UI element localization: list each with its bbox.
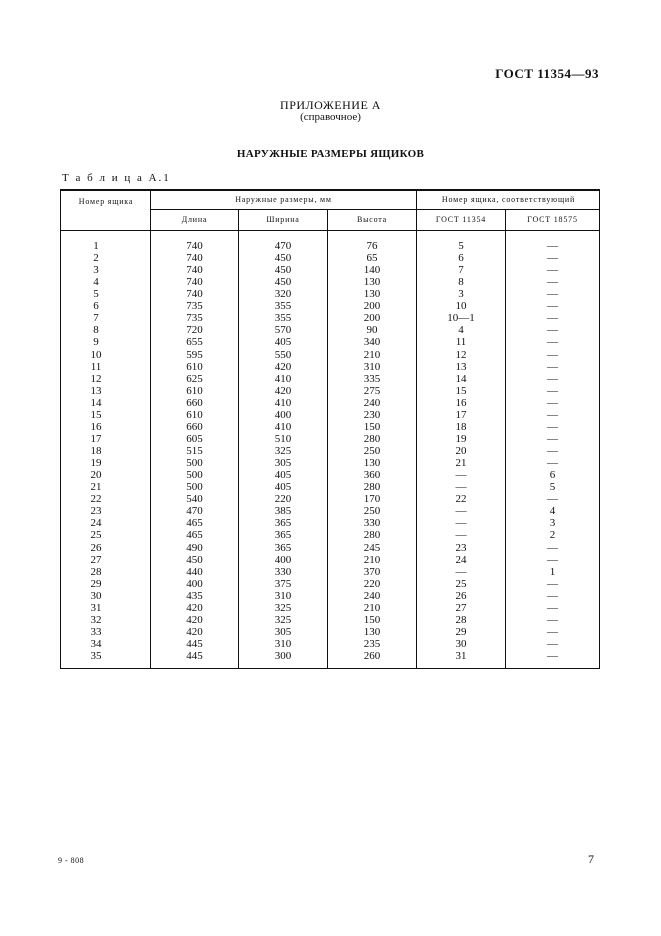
cell-length: 500: [186, 469, 203, 482]
cell-gost18575: —: [547, 553, 558, 566]
page-number: 7: [588, 852, 594, 866]
cell-number: 7: [93, 312, 99, 325]
header-gost18575: ГОСТ 18575: [527, 215, 578, 224]
cell-gost11354: 25: [455, 577, 467, 590]
cell-width: 325: [274, 601, 292, 614]
cell-length: 605: [186, 432, 203, 445]
cell-gost11354: 18: [455, 420, 467, 433]
cell-width: 305: [274, 625, 292, 638]
cell-width: 325: [274, 445, 292, 458]
cell-length: 470: [186, 505, 203, 518]
cell-number: 32: [90, 613, 102, 626]
cell-gost18575: 1: [549, 565, 556, 578]
cell-gost11354: 8: [458, 276, 464, 289]
cell-gost11354: —: [455, 517, 467, 530]
cell-gost18575: —: [547, 252, 558, 265]
cell-number: 6: [93, 300, 99, 313]
cell-number: 26: [90, 541, 102, 554]
cell-number: 14: [90, 396, 102, 409]
cell-height: 130: [363, 457, 381, 470]
cell-number: 13: [90, 384, 102, 397]
cell-gost18575: 6: [549, 469, 556, 482]
cell-number: 17: [90, 432, 102, 445]
cell-width: 305: [274, 457, 292, 470]
cell-gost11354: 4: [458, 324, 464, 337]
cell-gost11354: 3: [458, 288, 464, 301]
cell-height: 260: [363, 650, 381, 663]
cell-height: 280: [363, 529, 381, 542]
header-number: Номер ящика: [78, 197, 134, 206]
cell-width: 405: [274, 481, 292, 494]
cell-gost18575: —: [547, 396, 558, 409]
cell-length: 465: [186, 517, 203, 530]
cell-width: 365: [274, 529, 292, 542]
cell-width: 400: [274, 553, 292, 566]
cell-height: 340: [363, 336, 381, 349]
standard-number: ГОСТ 11354—93: [495, 66, 599, 81]
appendix-subtitle: (справочное): [300, 111, 361, 123]
cell-gost11354: 10: [455, 300, 467, 313]
cell-number: 19: [90, 457, 102, 470]
cell-number: 28: [90, 565, 102, 578]
cell-number: 18: [90, 445, 102, 458]
cell-gost11354: 31: [455, 650, 467, 663]
cell-gost18575: 4: [549, 505, 556, 518]
cell-number: 35: [90, 650, 102, 663]
cell-number: 15: [90, 408, 102, 421]
cell-length: 740: [186, 252, 203, 265]
cell-height: 90: [366, 324, 378, 337]
cell-height: 76: [366, 240, 378, 252]
appendix-title: ПРИЛОЖЕНИЕ А: [280, 98, 381, 112]
cell-gost11354: 15: [455, 384, 467, 397]
cell-height: 130: [363, 288, 381, 301]
cell-gost18575: 3: [549, 517, 556, 530]
cell-width: 550: [274, 348, 292, 361]
cell-length: 595: [186, 348, 203, 361]
cell-gost18575: —: [547, 300, 558, 313]
cell-number: 3: [93, 264, 99, 277]
cell-length: 740: [186, 264, 203, 277]
cell-gost18575: —: [547, 348, 558, 361]
cell-gost11354: 19: [455, 432, 467, 445]
cell-gost18575: —: [547, 312, 558, 325]
cell-height: 280: [363, 432, 381, 445]
section-title: НАРУЖНЫЕ РАЗМЕРЫ ЯЩИКОВ: [236, 148, 425, 160]
cell-width: 470: [274, 240, 292, 252]
cell-height: 130: [363, 625, 381, 638]
cell-gost11354: 22: [455, 493, 467, 506]
cell-width: 310: [274, 637, 292, 650]
cell-length: 420: [186, 613, 203, 626]
cell-length: 735: [186, 300, 203, 313]
cell-width: 510: [274, 432, 292, 445]
header-width: Ширина: [266, 215, 300, 224]
cell-length: 440: [186, 565, 203, 578]
cell-length: 610: [186, 384, 203, 397]
cell-gost18575: —: [547, 324, 558, 337]
cell-width: 220: [274, 493, 292, 506]
cell-length: 450: [186, 553, 203, 566]
cell-length: 740: [186, 240, 203, 252]
cell-width: 410: [274, 372, 292, 385]
cell-number: 27: [90, 553, 102, 566]
cell-length: 420: [186, 625, 203, 638]
cell-number: 33: [90, 625, 102, 638]
cell-height: 130: [363, 276, 381, 289]
cell-height: 220: [363, 577, 381, 590]
cell-gost18575: —: [547, 360, 558, 373]
cell-gost18575: —: [547, 336, 558, 349]
cell-length: 500: [186, 481, 203, 494]
cell-length: 445: [186, 637, 203, 650]
cell-number: 5: [93, 288, 99, 301]
cell-gost11354: 7: [458, 264, 464, 277]
cell-gost18575: —: [547, 445, 558, 458]
footer-code: 9 - 808: [58, 856, 85, 865]
cell-gost11354: 20: [455, 445, 467, 458]
cell-width: 420: [274, 360, 292, 373]
cell-gost11354: 16: [455, 396, 467, 409]
cell-gost11354: 11: [455, 336, 467, 349]
cell-number: 25: [90, 529, 102, 542]
cell-length: 735: [186, 312, 203, 325]
cell-number: 11: [90, 360, 102, 373]
cell-width: 300: [274, 650, 292, 663]
cell-gost11354: 23: [455, 541, 467, 554]
cell-gost11354: 26: [455, 589, 467, 602]
cell-gost18575: —: [547, 420, 558, 433]
cell-width: 450: [274, 264, 292, 277]
cell-gost11354: 27: [455, 601, 467, 614]
cell-gost11354: 5: [458, 240, 464, 252]
cell-gost18575: —: [547, 637, 558, 650]
cell-gost18575: —: [547, 384, 558, 397]
cell-width: 365: [274, 517, 292, 530]
cell-height: 230: [363, 408, 381, 421]
cell-width: 325: [274, 613, 292, 626]
cell-width: 450: [274, 276, 292, 289]
cell-width: 450: [274, 252, 292, 265]
cell-length: 465: [186, 529, 203, 542]
cell-number: 2: [93, 252, 99, 265]
cell-number: 22: [90, 493, 102, 506]
cell-gost18575: —: [547, 288, 558, 301]
cell-gost18575: —: [547, 408, 558, 421]
cell-width: 405: [274, 336, 292, 349]
cell-gost18575: —: [547, 276, 558, 289]
header-bottom-line: [61, 230, 599, 231]
cell-gost11354: —: [455, 565, 467, 578]
cell-number: 4: [93, 276, 99, 289]
cell-gost11354: 14: [455, 372, 467, 385]
cell-gost11354: 13: [455, 360, 467, 373]
cell-gost11354: 10—1: [447, 312, 475, 325]
cell-height: 200: [363, 300, 381, 313]
cell-gost18575: 5: [549, 481, 556, 494]
cell-number: 34: [90, 637, 102, 650]
cell-width: 355: [274, 300, 292, 313]
cell-gost18575: —: [547, 625, 558, 638]
cell-gost18575: —: [547, 613, 558, 626]
cell-height: 250: [363, 445, 381, 458]
cell-height: 280: [363, 481, 381, 494]
cell-gost18575: —: [547, 601, 558, 614]
cell-gost11354: 21: [455, 457, 467, 470]
header-length: Длина: [181, 215, 208, 224]
cell-height: 150: [363, 420, 381, 433]
cell-gost18575: —: [547, 240, 558, 252]
cell-number: 9: [93, 336, 99, 349]
cell-length: 515: [186, 445, 203, 458]
header-gost11354: ГОСТ 11354: [435, 215, 487, 224]
cell-height: 360: [363, 469, 381, 482]
table-label: Т а б л и ц а А.1: [62, 172, 171, 184]
cell-height: 140: [363, 264, 381, 277]
cell-height: 170: [363, 493, 381, 506]
cell-width: 385: [274, 505, 292, 518]
cell-width: 400: [274, 408, 292, 421]
cell-length: 625: [186, 372, 203, 385]
cell-length: 500: [186, 457, 203, 470]
cell-gost11354: —: [455, 469, 467, 482]
cell-width: 570: [274, 324, 292, 337]
header-corresponding: Номер ящика, соответствующий: [441, 195, 576, 204]
cell-number: 16: [90, 420, 102, 433]
cell-gost18575: —: [547, 650, 558, 663]
cell-width: 410: [274, 420, 292, 433]
cell-number: 29: [90, 577, 102, 590]
cell-number: 21: [90, 481, 102, 494]
header-dimensions: Наружные размеры, мм: [235, 195, 332, 204]
cell-gost18575: —: [547, 577, 558, 590]
cell-width: 320: [274, 288, 292, 301]
cell-gost18575: 2: [549, 529, 556, 542]
cell-gost11354: 29: [455, 625, 467, 638]
cell-width: 375: [274, 577, 292, 590]
cell-length: 490: [186, 541, 203, 554]
cell-height: 250: [363, 505, 381, 518]
cell-number: 10: [90, 348, 102, 361]
cell-gost11354: 6: [458, 252, 464, 265]
cell-number: 20: [90, 469, 102, 482]
cell-gost18575: —: [547, 457, 558, 470]
cell-height: 240: [363, 396, 381, 409]
cell-width: 420: [274, 384, 292, 397]
header-height: Высота: [356, 215, 388, 224]
cell-height: 65: [366, 252, 378, 265]
cell-height: 235: [363, 637, 381, 650]
cell-gost11354: —: [455, 505, 467, 518]
cell-width: 310: [274, 589, 292, 602]
header-divider: [150, 209, 599, 210]
cell-length: 660: [186, 396, 203, 409]
cell-gost11354: 28: [455, 613, 467, 626]
cell-gost18575: —: [547, 589, 558, 602]
cell-height: 150: [363, 613, 381, 626]
cell-height: 275: [363, 384, 381, 397]
cell-width: 365: [274, 541, 292, 554]
cell-gost18575: —: [547, 372, 558, 385]
cell-height: 210: [363, 553, 381, 566]
cell-height: 370: [363, 565, 381, 578]
cell-height: 310: [363, 360, 381, 373]
cell-number: 12: [90, 372, 102, 385]
cell-length: 445: [186, 650, 203, 663]
cell-length: 660: [186, 420, 203, 433]
cell-length: 740: [186, 276, 203, 289]
cell-width: 410: [274, 396, 292, 409]
cell-gost11354: 12: [455, 348, 467, 361]
cell-gost18575: —: [547, 493, 558, 506]
cell-gost18575: —: [547, 432, 558, 445]
cell-length: 540: [186, 493, 203, 506]
cell-number: 23: [90, 505, 102, 518]
cell-length: 655: [186, 336, 203, 349]
cell-gost11354: 24: [455, 553, 467, 566]
cell-height: 210: [363, 348, 381, 361]
dimensions-table: [60, 189, 600, 669]
cell-height: 240: [363, 589, 381, 602]
cell-length: 420: [186, 601, 203, 614]
cell-gost18575: —: [547, 541, 558, 554]
cell-height: 330: [363, 517, 381, 530]
cell-height: 210: [363, 601, 381, 614]
cell-width: 405: [274, 469, 292, 482]
cell-width: 330: [274, 565, 292, 578]
cell-length: 720: [186, 324, 203, 337]
cell-length: 435: [186, 589, 203, 602]
cell-height: 335: [363, 372, 381, 385]
cell-length: 400: [186, 577, 203, 590]
cell-gost11354: —: [455, 529, 467, 542]
cell-length: 740: [186, 288, 203, 301]
cell-gost11354: 30: [455, 637, 467, 650]
cell-gost18575: —: [547, 264, 558, 277]
cell-height: 200: [363, 312, 381, 325]
cell-number: 30: [90, 589, 102, 602]
cell-length: 610: [186, 360, 203, 373]
cell-gost11354: 17: [455, 408, 467, 421]
cell-number: 1: [93, 240, 99, 252]
cell-number: 31: [90, 601, 102, 614]
cell-length: 610: [186, 408, 203, 421]
cell-number: 8: [93, 324, 99, 337]
cell-gost11354: —: [455, 481, 467, 494]
cell-number: 24: [90, 517, 102, 530]
cell-height: 245: [363, 541, 381, 554]
cell-width: 355: [274, 312, 292, 325]
